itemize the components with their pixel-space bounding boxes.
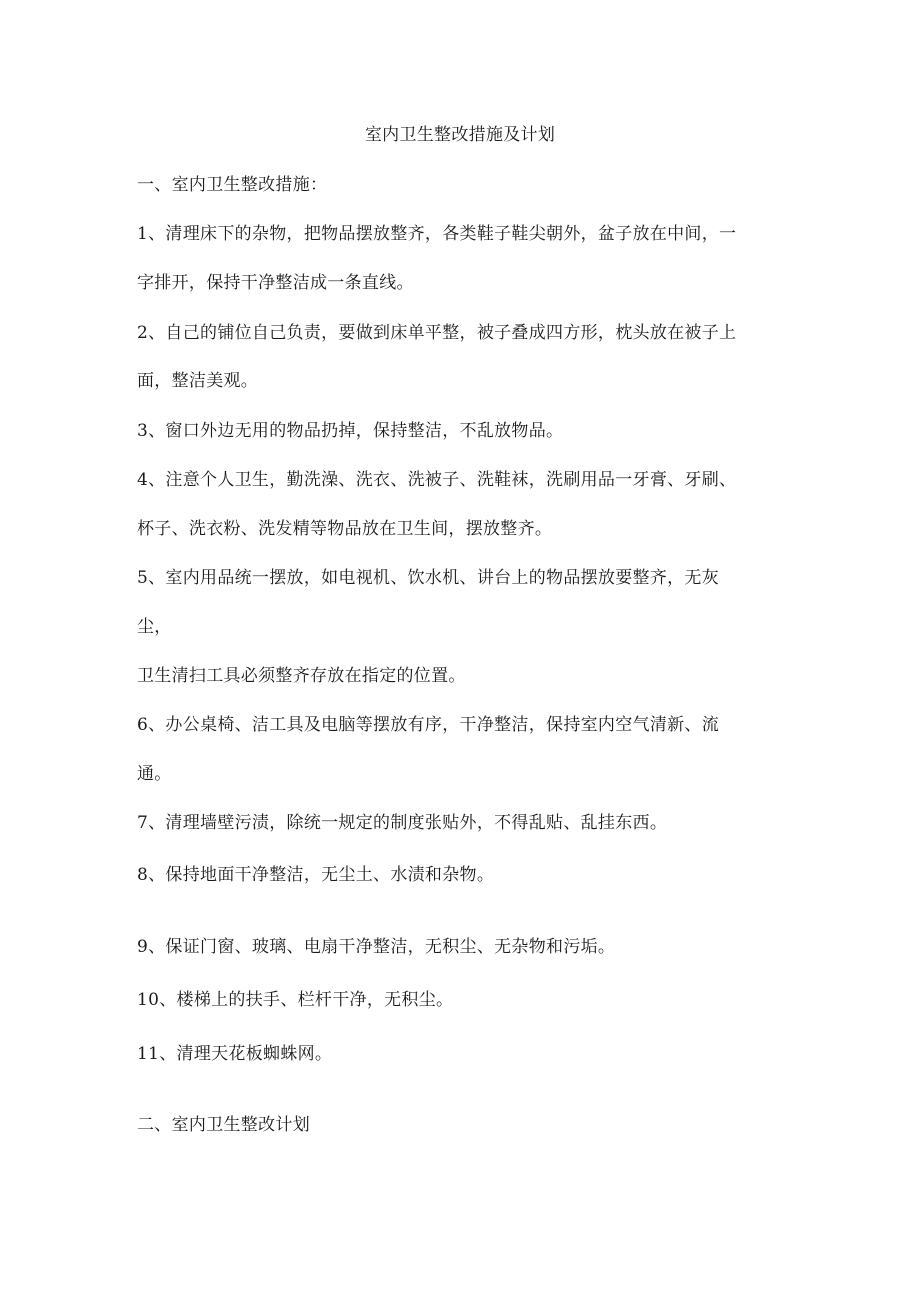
document-title: 室内卫生整改措施及计划 bbox=[364, 125, 556, 145]
item-8-line-1: 8、保持地面干净整洁，无尘土、水渍和杂物。 bbox=[137, 865, 495, 885]
item-5-line-1: 5、室内用品统一摆放，如电视机、饮水机、讲台上的物品摆放要整齐，无灰 bbox=[137, 568, 720, 588]
item-7-line-1: 7、清理墙壁污渍，除统一规定的制度张贴外，不得乱贴、乱挂东西。 bbox=[137, 813, 668, 833]
item-1-line-1: 1、清理床下的杂物，把物品摆放整齐，各类鞋子鞋尖朝外，盆子放在中间，一 bbox=[137, 224, 737, 244]
section-heading-measures: 一、室内卫生整改措施： bbox=[137, 175, 328, 195]
item-11-line-1: 11、清理天花板蜘蛛网。 bbox=[137, 1044, 333, 1064]
item-3-line-1: 3、窗口外边无用的物品扔掉，保持整洁，不乱放物品。 bbox=[137, 421, 564, 441]
item-1-line-2: 字排开，保持干净整洁成一条直线。 bbox=[137, 273, 414, 293]
item-5-line-3: 卫生清扫工具必须整齐存放在指定的位置。 bbox=[137, 666, 466, 686]
item-6-line-1: 6、办公桌椅、洁工具及电脑等摆放有序，干净整洁，保持室内空气清新、流 bbox=[137, 715, 720, 735]
item-6-line-2: 通。 bbox=[137, 764, 172, 784]
item-4-line-1: 4、注意个人卫生，勤洗澡、洗衣、洗被子、洗鞋袜，洗刷用品一牙膏、牙刷、 bbox=[137, 470, 737, 490]
item-4-line-2: 杯子、洗衣粉、洗发精等物品放在卫生间，摆放整齐。 bbox=[137, 519, 553, 539]
item-9-line-1: 9、保证门窗、玻璃、电扇干净整洁，无积尘、无杂物和污垢。 bbox=[137, 937, 616, 957]
item-2-line-1: 2、自己的铺位自己负责，要做到床单平整，被子叠成四方形，枕头放在被子上 bbox=[137, 323, 737, 343]
item-5-line-2: 尘， bbox=[137, 617, 172, 637]
item-2-line-2: 面，整洁美观。 bbox=[137, 371, 259, 391]
item-10-line-1: 10、楼梯上的扶手、栏杆干净，无积尘。 bbox=[137, 990, 454, 1010]
section-heading-plan: 二、室内卫生整改计划 bbox=[137, 1115, 310, 1135]
